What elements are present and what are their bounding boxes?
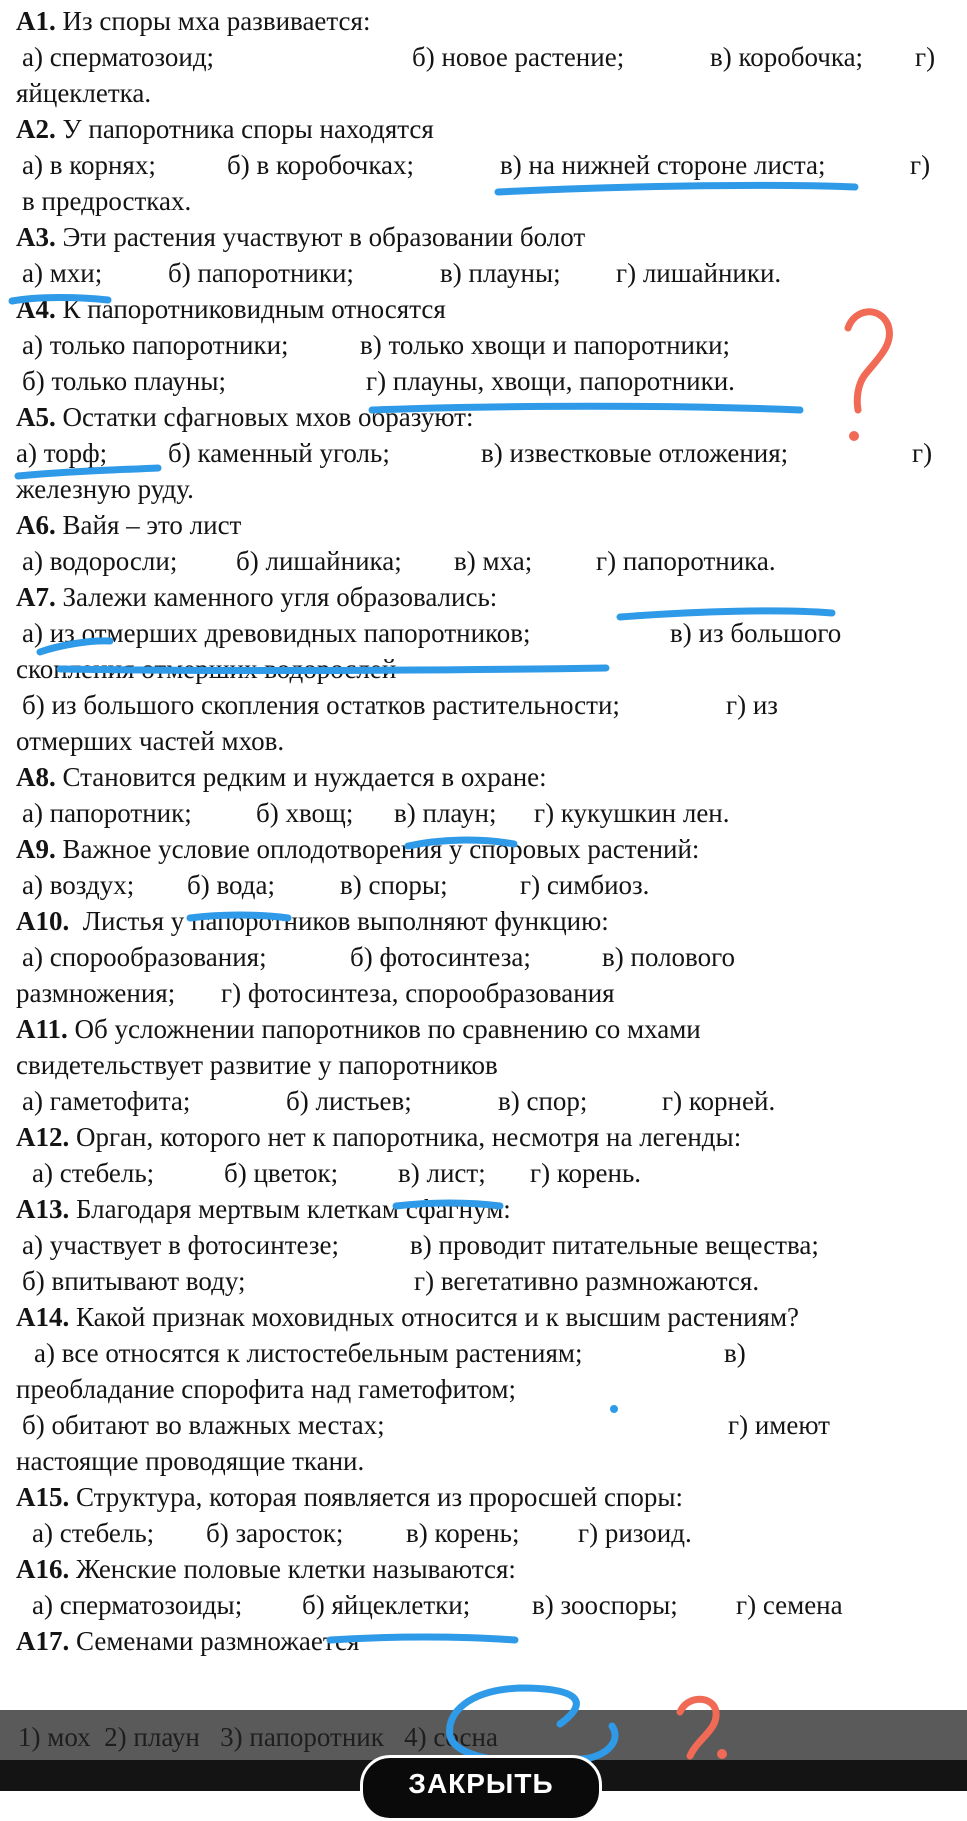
question-a8: A8. Становится редким и нуждается в охране:	[16, 762, 547, 792]
answer-line: в предростках.	[22, 186, 192, 216]
question-a1: A1. Из споры мха развивается:	[16, 6, 371, 36]
question-a15: A15. Структура, которая появляется из проросшей споры:	[16, 1482, 684, 1512]
question-a11-cont: свидетельствует развитие у папоротников	[16, 1050, 498, 1080]
question-a16: A16. Женские половые клетки называются:	[16, 1554, 516, 1584]
question-a10: A10. Листья у папоротников выполняют функцию:	[16, 906, 609, 936]
answer-line: настоящие проводящие ткани.	[16, 1446, 365, 1476]
question-a13: A13. Благодаря мертвым клеткам сфагнум:	[16, 1194, 511, 1224]
question-a2: A2. У папоротника споры находятся	[16, 114, 434, 144]
answer-line: преобладание спорофита над гаметофитом;	[16, 1374, 517, 1404]
answer-line: железную руду.	[16, 474, 194, 504]
question-a4: A4. К папоротниковидным относятся	[16, 294, 446, 324]
question-a17: A17. Семенами размножается	[16, 1626, 360, 1656]
answer-line: скопления отмерших водорослей	[16, 654, 397, 684]
question-a9: A9. Важное условие оплодотворения у споровых растений:	[16, 834, 700, 864]
answer-line: отмерших частей мхов.	[16, 726, 285, 756]
question-a3: A3. Эти растения участвуют в образовании болот	[16, 222, 586, 252]
question-a6: A6. Вайя – это лист	[16, 510, 242, 540]
close-button[interactable]: ЗАКРЫТЬ	[360, 1755, 602, 1821]
question-a11: A11. Об усложнении папоротников по сравнению со мхами	[16, 1014, 701, 1044]
answer-line: 1) мох 2) плаун 3) папоротник 4) сосна	[18, 1722, 498, 1752]
question-a14: A14. Какой признак моховидных относится и к высшим растениям?	[16, 1302, 800, 1332]
question-a7: A7. Залежи каменного угля образовались:	[16, 582, 498, 612]
question-a5: A5. Остатки сфагновых мхов образуют:	[16, 402, 474, 432]
worksheet-document: A1. Из споры мха развивается: а) сперматозоид; б) новое растение; в) коробочка; г) яйцеклетка. A2. У папоротника споры находятся а) в корнях; б) в коробочках; в) на нижней стороне листа; г) в предростках. A3. Эти растения участвуют в образовании болот а) мхи; б) папоротники; в) плауны; г) лишайники. A4. К папоротниковидным относятся а) только папоротники; в) только хвощи и папоротники; б) только плауны; г) плауны, хвощи, папоротники. A5. Остатки сфагновых мхов образуют: а) торф; б) каменный уголь; в) известковые отложения; г) железную руду. A6. Вайя – это лист а) водоросли; б) лишайника; в) мха; г) папоротника. A7. Залежи каменного угля образовались: а) из отмерших древовидных папоротников; в) из большого скопления отмерших водорослей б) из большого скопления остатков растительности; г) из отмерших частей мхов. A8. Становится редким и нуждается в охране: а) папоротник; б) хвощ; в) плаун; г) кукушкин лен. A9. Важное условие оплодотворения у споровых растений: а) воздух; б) вода; в) споры; г) симбиоз. A10. Листья у папоротников выполняют функцию: а) спорообразования; б) фотосинтеза; в) полового размножения; г) фотосинтеза, спорообразования A11. Об усложнении папоротников по сравнению со мхами свидетельствует развитие у папоротников а) гаметофита; б) листьев; в) спор; г) корней. A12. Орган, которого нет к папоротника, несмотря на легенды: а) стебель; б) цветок; в) лист; г) корень. A13. Благодаря мертвым клеткам сфагнум: а) участвует в фотосинтезе; в) проводит питательные вещества; б) впитывают воду; г) вегетативно размножаются. A14. Какой признак моховидных относится и к высшим растениям? а) все относятся к листостебельным растениям; в) преобладание спорофита над гаметофитом; б) обитают во влажных местах; г) имеют настоящие проводящие ткани. A15. Структура, которая появляется из проросшей споры: а) стебель; б) заросток; в) корень; г) ризоид. A16. Женские половые клетки называются: а) сперматозоиды; б) яйцеклетки; в) зооспоры; г) семена A17. Семенами размножается	[0, 0, 967, 1710]
question-a12: A12. Орган, которого нет к папоротника, несмотря на легенды:	[16, 1122, 742, 1152]
answer-line: яйцеклетка.	[16, 78, 152, 108]
